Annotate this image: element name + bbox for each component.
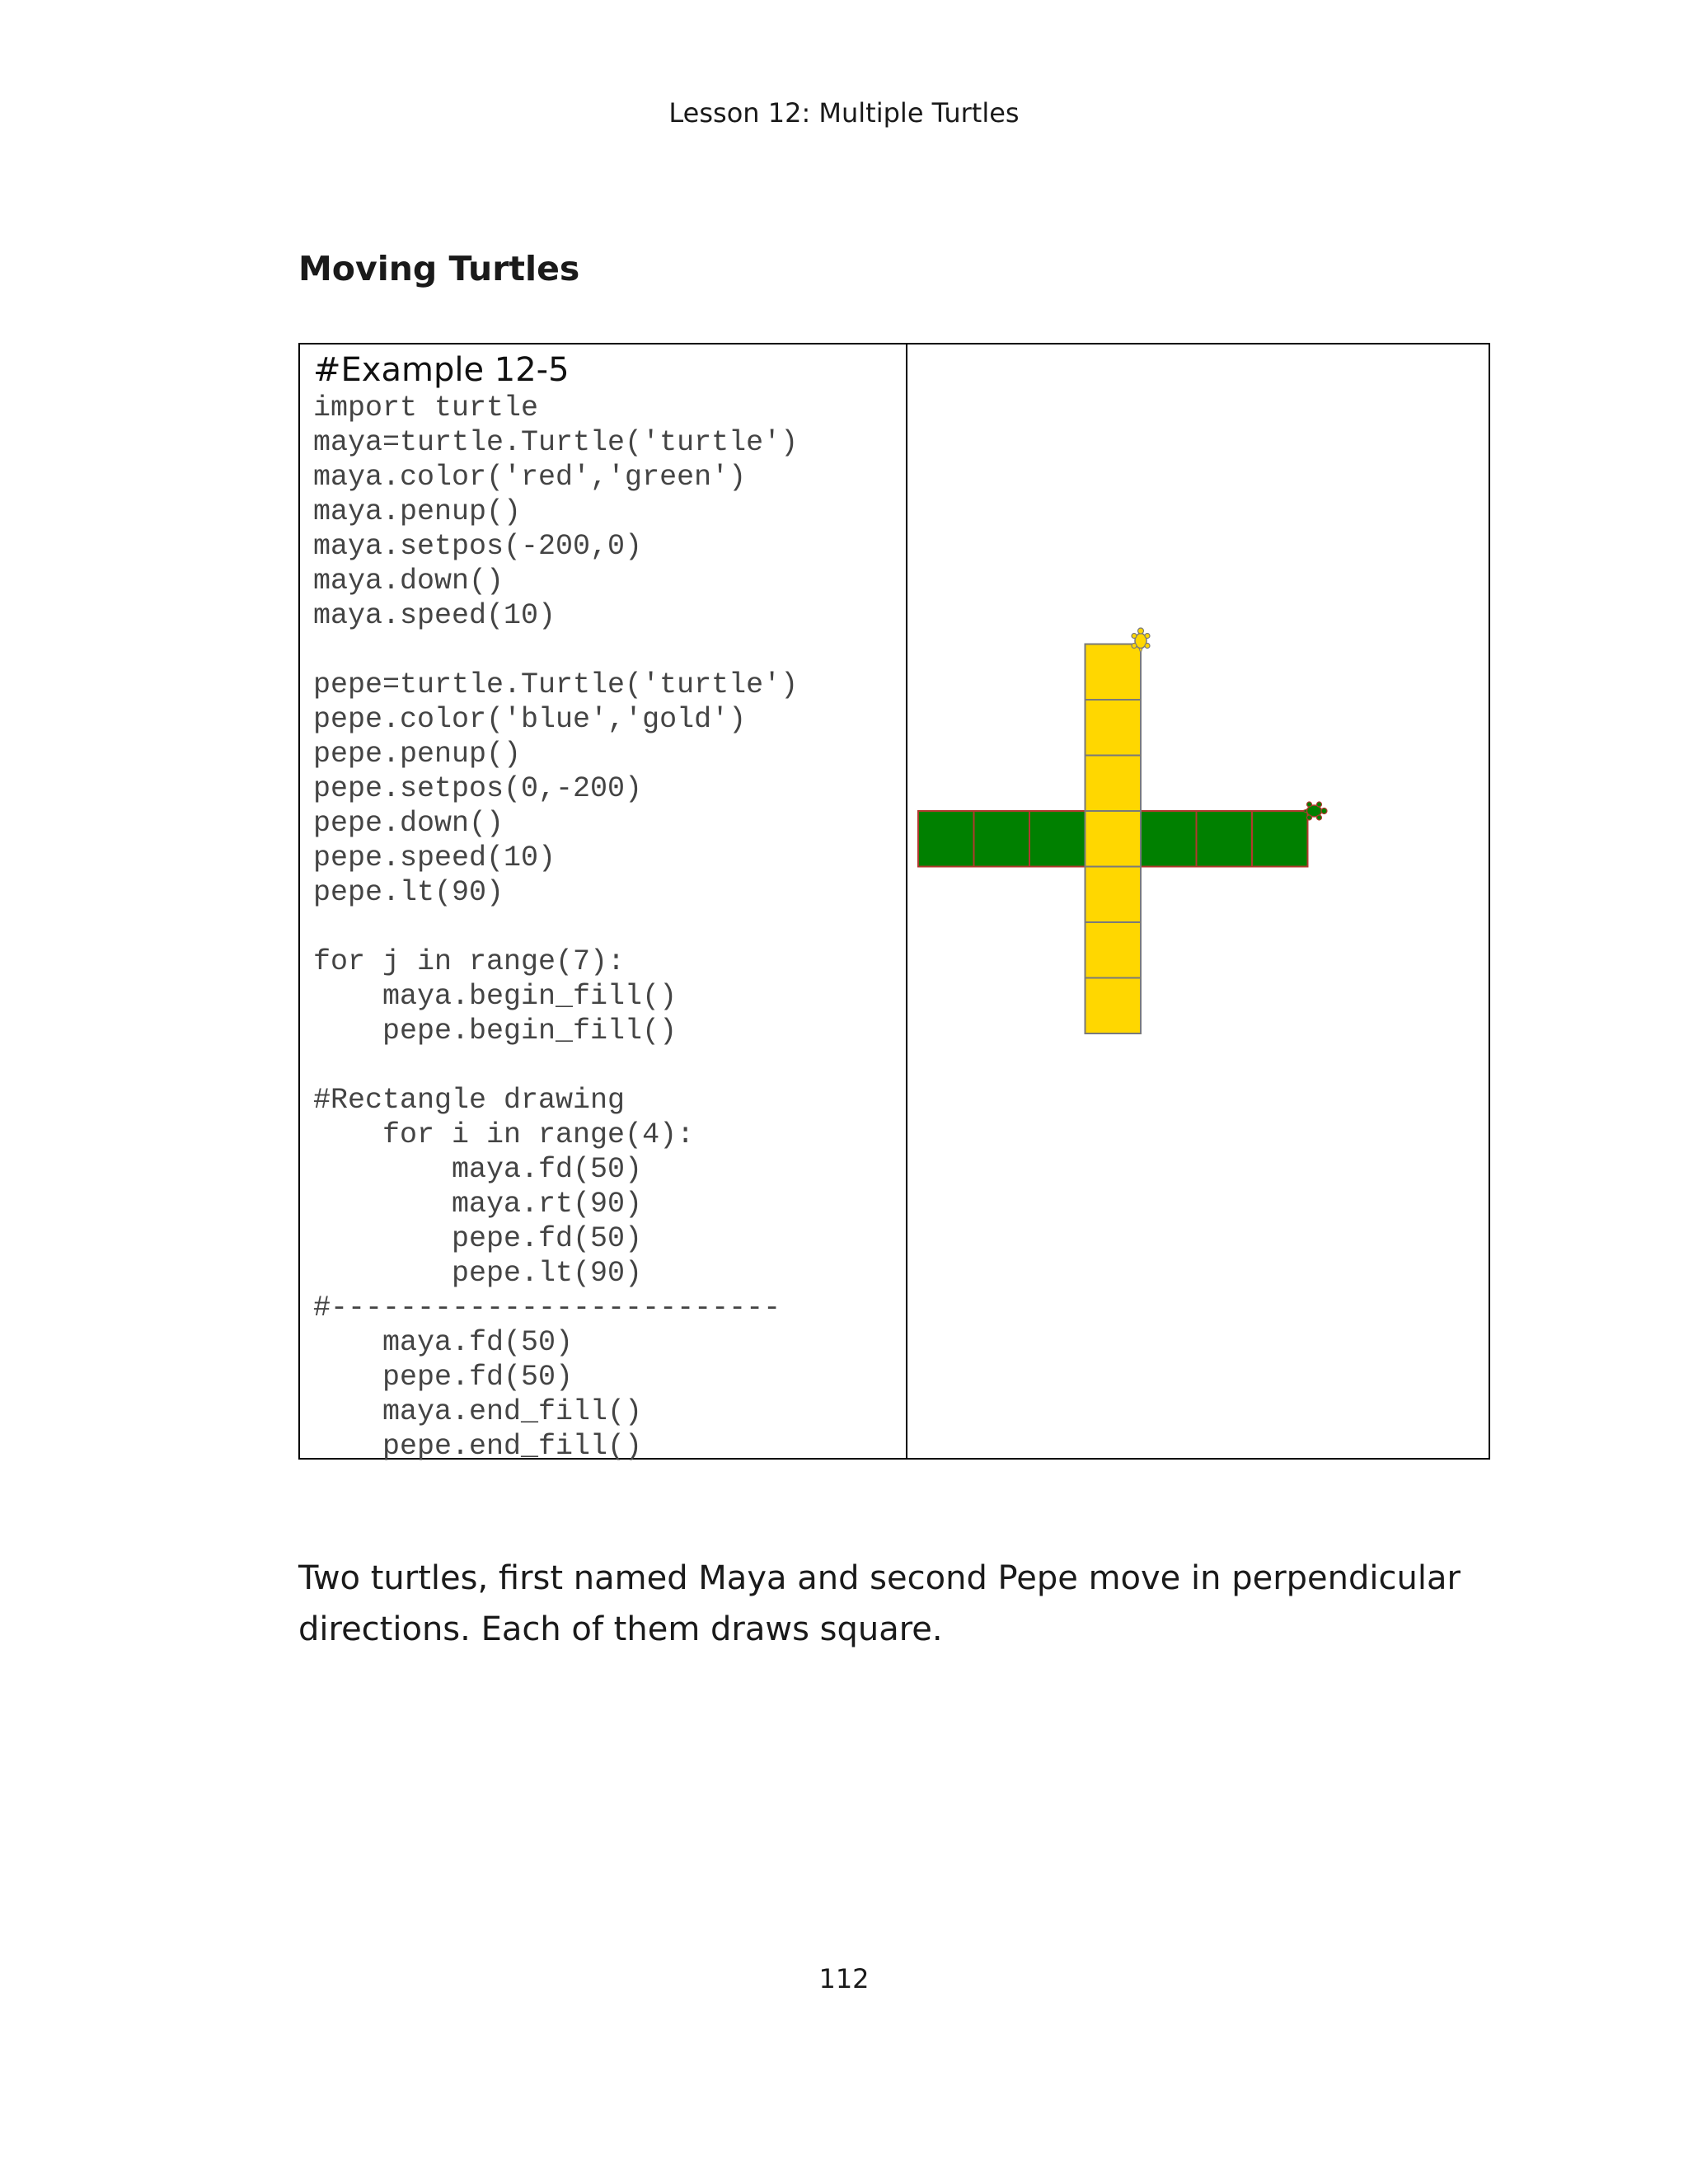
code-line: [313, 1048, 898, 1083]
code-line: maya.penup(): [313, 495, 522, 528]
turtle-drawing: [907, 344, 1489, 1458]
code-line: pepe.end_fill(): [313, 1430, 643, 1463]
code-line: pepe.lt(90): [313, 876, 504, 909]
pepe-square: [1085, 978, 1142, 1034]
turtle-drawing-cell: [907, 344, 1489, 1458]
code-line: #Rectangle drawing: [313, 1084, 626, 1117]
maya-square: [918, 811, 974, 867]
pepe-square: [1085, 922, 1142, 978]
code-line: pepe.fd(50): [313, 1361, 574, 1394]
pepe-square: [1085, 811, 1142, 867]
code-line: maya.rt(90): [313, 1188, 643, 1221]
code-line: pepe.setpos(0,-200): [313, 772, 643, 805]
code-line: pepe=turtle.Turtle('turtle'): [313, 668, 799, 701]
code-line: pepe.speed(10): [313, 841, 556, 874]
code-line: maya.begin_fill(): [313, 980, 678, 1013]
code-line: for j in range(7):: [313, 945, 626, 978]
code-line: pepe.fd(50): [313, 1222, 643, 1255]
code-line: maya=turtle.Turtle('turtle'): [313, 426, 799, 459]
pepe-square: [1085, 867, 1142, 923]
code-listing: [313, 391, 898, 1464]
maya-square: [1252, 811, 1308, 867]
example-table: [298, 343, 1490, 1463]
code-line: pepe.begin_fill(): [313, 1015, 678, 1047]
code-line: pepe.lt(90): [313, 1257, 643, 1290]
code-line: maya.fd(50): [313, 1153, 643, 1186]
caption-paragraph: Two turtles, first named Maya and second Pepe move in perpendicular directions. Each of them draws square.: [298, 1559, 1461, 1648]
code-line: maya.fd(50): [313, 1326, 574, 1359]
pepe-square: [1085, 644, 1142, 701]
code-line: pepe.color('blue','gold'): [313, 703, 747, 736]
section-heading: Moving Turtles: [298, 249, 580, 288]
code-line: pepe.penup(): [313, 738, 522, 771]
page-number: 112: [818, 1963, 870, 1994]
pepe-squares: [1085, 644, 1142, 1034]
code-line: [313, 633, 898, 668]
pepe-square: [1085, 700, 1142, 756]
code-line: maya.setpos(-200,0): [313, 530, 643, 563]
maya-square: [1029, 811, 1085, 867]
code-line: import turtle: [313, 391, 539, 424]
code-cell: [313, 349, 898, 1464]
pepe-square: [1085, 756, 1142, 812]
maya-square: [1141, 811, 1197, 867]
maya-square: [974, 811, 1030, 867]
example-title: #Example 12-5: [313, 351, 570, 389]
code-line: for i in range(4):: [313, 1118, 695, 1151]
code-line: maya.speed(10): [313, 599, 556, 632]
code-line: pepe.down(): [313, 807, 504, 840]
code-line: maya.color('red','green'): [313, 461, 747, 494]
code-line: maya.down(): [313, 565, 504, 598]
running-header: Lesson 12: Multiple Turtles: [668, 97, 1020, 129]
code-line: #--------------------------: [313, 1291, 781, 1324]
code-line: [313, 910, 898, 944]
maya-square: [1197, 811, 1253, 867]
code-line: maya.end_fill(): [313, 1395, 643, 1428]
